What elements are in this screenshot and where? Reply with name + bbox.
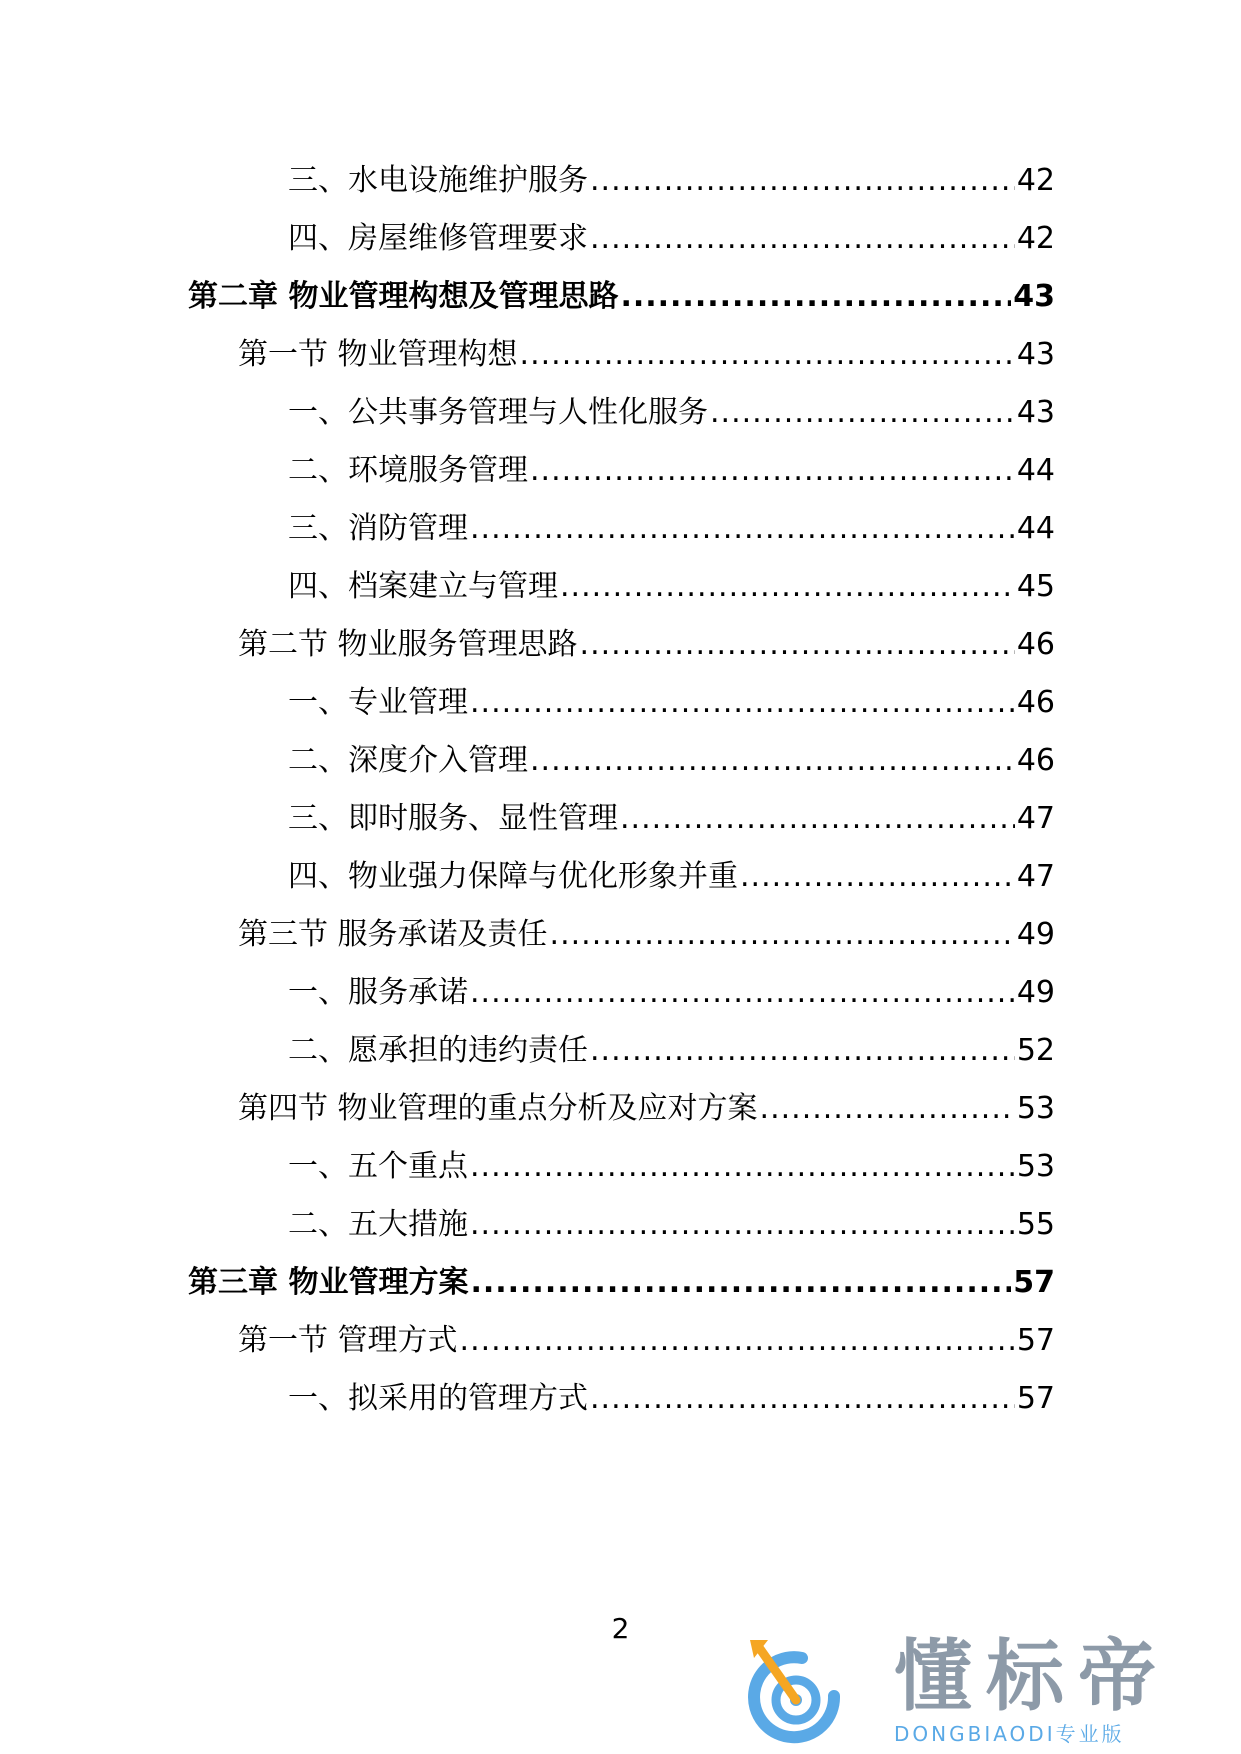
- toc-entry[interactable]: [288, 740, 1055, 782]
- toc-leader-dots: [520, 334, 1015, 376]
- toc-entry-page: 43: [1016, 337, 1055, 372]
- watermark-subtitle: DONGBIAODI专业版: [894, 1722, 1125, 1746]
- toc-entry-page: 46: [1016, 743, 1055, 778]
- toc-leader-dots: [580, 624, 1015, 666]
- toc-entry-page: 46: [1016, 685, 1055, 720]
- toc-entry-title: 二、环境服务管理: [288, 453, 528, 488]
- toc-entry-page: 44: [1016, 511, 1055, 546]
- toc-entry-title: 二、深度介入管理: [288, 743, 528, 778]
- toc-entry-title: 四、档案建立与管理: [288, 569, 558, 604]
- toc-entry-title: 三、即时服务、显性管理: [288, 801, 618, 836]
- toc-leader-dots: [590, 218, 1015, 260]
- toc-entry[interactable]: [288, 1204, 1055, 1246]
- toc-entry-page: 49: [1016, 975, 1055, 1010]
- toc-entry[interactable]: [288, 682, 1055, 724]
- toc-entry-page: 43: [1016, 395, 1055, 430]
- target-logo-icon: [742, 1636, 850, 1748]
- toc-entry-title: 四、房屋维修管理要求: [288, 221, 588, 256]
- toc-entry-page: 49: [1016, 917, 1055, 952]
- watermark-brand-name: 懂标帝: [894, 1632, 1171, 1722]
- toc-entry-title: 一、专业管理: [288, 685, 468, 720]
- toc-entry[interactable]: [288, 1378, 1055, 1420]
- toc-section-entry[interactable]: [238, 334, 1055, 376]
- toc-leader-dots: [470, 508, 1015, 550]
- toc-entry-page: 46: [1016, 627, 1055, 662]
- toc-leader-dots: [590, 160, 1015, 202]
- toc-entry-title: 第四节 物业管理的重点分析及应对方案: [238, 1091, 758, 1126]
- toc-leader-dots: [740, 856, 1015, 898]
- toc-leader-dots: [470, 1204, 1015, 1246]
- toc-section-entry[interactable]: [238, 624, 1055, 666]
- toc-entry-title: 一、服务承诺: [288, 975, 468, 1010]
- toc-entry-page: 53: [1016, 1091, 1055, 1126]
- toc-leader-dots: [470, 682, 1015, 724]
- page-number: 2: [611, 1612, 630, 1645]
- toc-entry-page: 57: [1016, 1323, 1055, 1358]
- toc-entry-page: 47: [1016, 859, 1055, 894]
- toc-entry-page: 42: [1016, 221, 1055, 256]
- toc-section-entry[interactable]: [238, 1320, 1055, 1362]
- toc-entry-page: 55: [1016, 1207, 1055, 1242]
- toc-entry[interactable]: [288, 972, 1055, 1014]
- toc-section-entry[interactable]: [238, 914, 1055, 956]
- toc-leader-dots: [590, 1378, 1015, 1420]
- toc-entry-title: 一、五个重点: [288, 1149, 468, 1184]
- toc-leader-dots: [620, 276, 1011, 318]
- toc-chapter-entry[interactable]: [188, 1262, 1055, 1304]
- toc-entry-title: 一、拟采用的管理方式: [288, 1381, 588, 1416]
- toc-leader-dots: [470, 1146, 1015, 1188]
- toc-entry-page: 57: [1016, 1381, 1055, 1416]
- toc-entry-title: 二、五大措施: [288, 1207, 468, 1242]
- toc-entry-title: 第三章 物业管理方案: [188, 1265, 469, 1300]
- toc-entry-page: 43: [1013, 279, 1055, 314]
- toc-entry[interactable]: [288, 450, 1055, 492]
- toc-entry-title: 一、公共事务管理与人性化服务: [288, 395, 708, 430]
- toc-entry[interactable]: [288, 798, 1055, 840]
- toc-entry-title: 二、愿承担的违约责任: [288, 1033, 588, 1068]
- toc-entry-title: 第一节 物业管理构想: [238, 337, 518, 372]
- toc-chapter-entry[interactable]: [188, 276, 1055, 318]
- toc-section-entry[interactable]: [238, 1088, 1055, 1130]
- toc-leader-dots: [470, 972, 1015, 1014]
- toc-entry-title: 三、消防管理: [288, 511, 468, 546]
- toc-entry-title: 三、水电设施维护服务: [288, 163, 588, 198]
- toc-entry[interactable]: [288, 392, 1055, 434]
- toc-entry-page: 42: [1016, 163, 1055, 198]
- toc-entry-title: 四、物业强力保障与优化形象并重: [288, 859, 738, 894]
- toc-leader-dots: [530, 740, 1015, 782]
- toc-entry[interactable]: [288, 566, 1055, 608]
- toc-leader-dots: [460, 1320, 1015, 1362]
- toc-leader-dots: [560, 566, 1015, 608]
- toc-entry-page: 47: [1016, 801, 1055, 836]
- toc-leader-dots: [710, 392, 1015, 434]
- toc-leader-dots: [470, 1262, 1011, 1304]
- toc-entry-page: 57: [1013, 1265, 1055, 1300]
- toc-entry[interactable]: [288, 1146, 1055, 1188]
- toc-leader-dots: [550, 914, 1015, 956]
- toc-entry[interactable]: [288, 508, 1055, 550]
- toc-leader-dots: [760, 1088, 1015, 1130]
- toc-leader-dots: [620, 798, 1015, 840]
- toc-leader-dots: [590, 1030, 1015, 1072]
- toc-entry-title: 第三节 服务承诺及责任: [238, 917, 548, 952]
- watermark: [742, 1632, 1222, 1748]
- toc-entry-title: 第一节 管理方式: [238, 1323, 458, 1358]
- toc-entry[interactable]: [288, 160, 1055, 202]
- toc-entry-page: 45: [1016, 569, 1055, 604]
- toc-leader-dots: [530, 450, 1015, 492]
- toc-entry-page: 52: [1016, 1033, 1055, 1068]
- toc-entry[interactable]: [288, 218, 1055, 260]
- toc-entry-page: 44: [1016, 453, 1055, 488]
- toc-entry-page: 53: [1016, 1149, 1055, 1184]
- toc-entry-title: 第二节 物业服务管理思路: [238, 627, 578, 662]
- toc-entry[interactable]: [288, 1030, 1055, 1072]
- toc-entry-title: 第二章 物业管理构想及管理思路: [188, 279, 619, 314]
- toc-entry[interactable]: [288, 856, 1055, 898]
